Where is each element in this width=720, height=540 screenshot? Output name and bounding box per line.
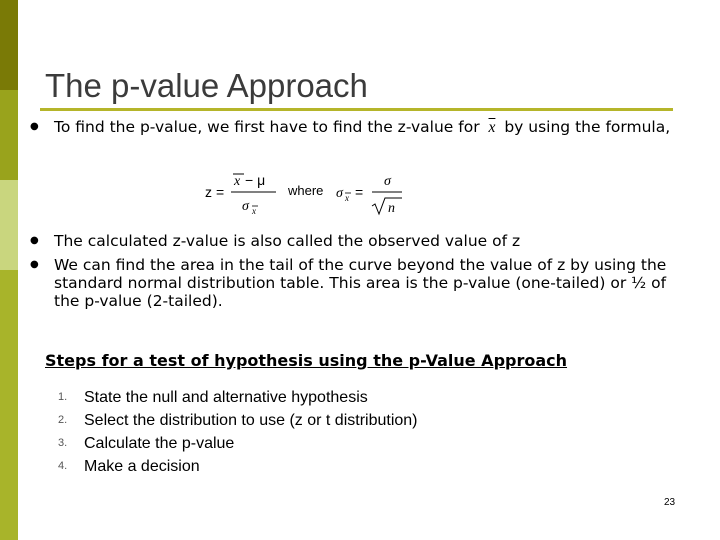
title-underline-rule <box>40 108 673 111</box>
bullet-tail-area <box>30 256 694 310</box>
step-number: 3. <box>58 437 68 449</box>
formula-rhs-sigma: σ <box>384 174 391 189</box>
side-bar-segment-mid <box>0 90 18 180</box>
steps-heading: Steps for a test of hypothesis using the p-Value Approach <box>45 351 568 370</box>
bullet-text-before: To find the p-value, we first have to find the z-value for <box>54 118 480 136</box>
list-item <box>58 386 418 409</box>
side-bar-segment-light <box>0 180 18 270</box>
formula-minus-mu: − μ <box>245 172 266 188</box>
formula-sigma-sub: x <box>345 193 349 203</box>
formula-numerator-xbar: x <box>234 174 241 189</box>
step-number: 2. <box>58 414 68 426</box>
step-number: 4. <box>58 460 68 472</box>
formula-z: z <box>205 184 212 200</box>
z-score-formula <box>200 168 410 220</box>
page-number: 23 <box>664 497 676 508</box>
bullet-find-p-value <box>30 118 694 137</box>
bullet-text: We can find the area in the tail of the curve beyond the value of z by using the standard normal distribution table. This area is the p-value (one-tailed) or ½ of the p-value (2-tailed). <box>54 256 667 310</box>
bullet-text-after: by using the formula, <box>504 118 671 136</box>
slide-title: The p-value Approach <box>45 67 368 104</box>
step-text: Make a decision <box>84 458 200 475</box>
list-item <box>58 455 418 478</box>
bullet-dot-icon: ● <box>30 121 39 132</box>
formula-rhs-n: n <box>388 201 395 216</box>
formula-denominator-sub: x <box>252 206 256 216</box>
formula-eq: = <box>216 184 225 200</box>
list-item <box>58 409 418 432</box>
bullet-text: The calculated z-value is also called the observed value of z <box>54 232 521 250</box>
bullet-dot-icon: ● <box>30 259 39 270</box>
formula-sigma: σ <box>336 186 343 201</box>
xbar-symbol: $\overline{x}$ <box>488 119 496 136</box>
sqrt-sign <box>372 198 402 214</box>
side-bar-segment-dark <box>0 0 18 90</box>
bullet-dot-icon: ● <box>30 235 39 246</box>
step-text: Calculate the p-value <box>84 435 235 452</box>
formula-denominator-sigma: σ <box>242 199 249 214</box>
list-item <box>58 432 418 455</box>
steps-list <box>58 386 418 478</box>
side-bar-segment-lower <box>0 270 18 540</box>
step-text: State the null and alternative hypothesis <box>84 389 368 406</box>
step-number: 1. <box>58 391 68 403</box>
step-text: Select the distribution to use (z or t distribution) <box>84 412 418 429</box>
formula-eq-2: = <box>355 184 364 200</box>
formula-where: where <box>288 183 324 198</box>
side-accent-bar <box>0 0 18 540</box>
bullet-observed-value <box>30 232 694 250</box>
